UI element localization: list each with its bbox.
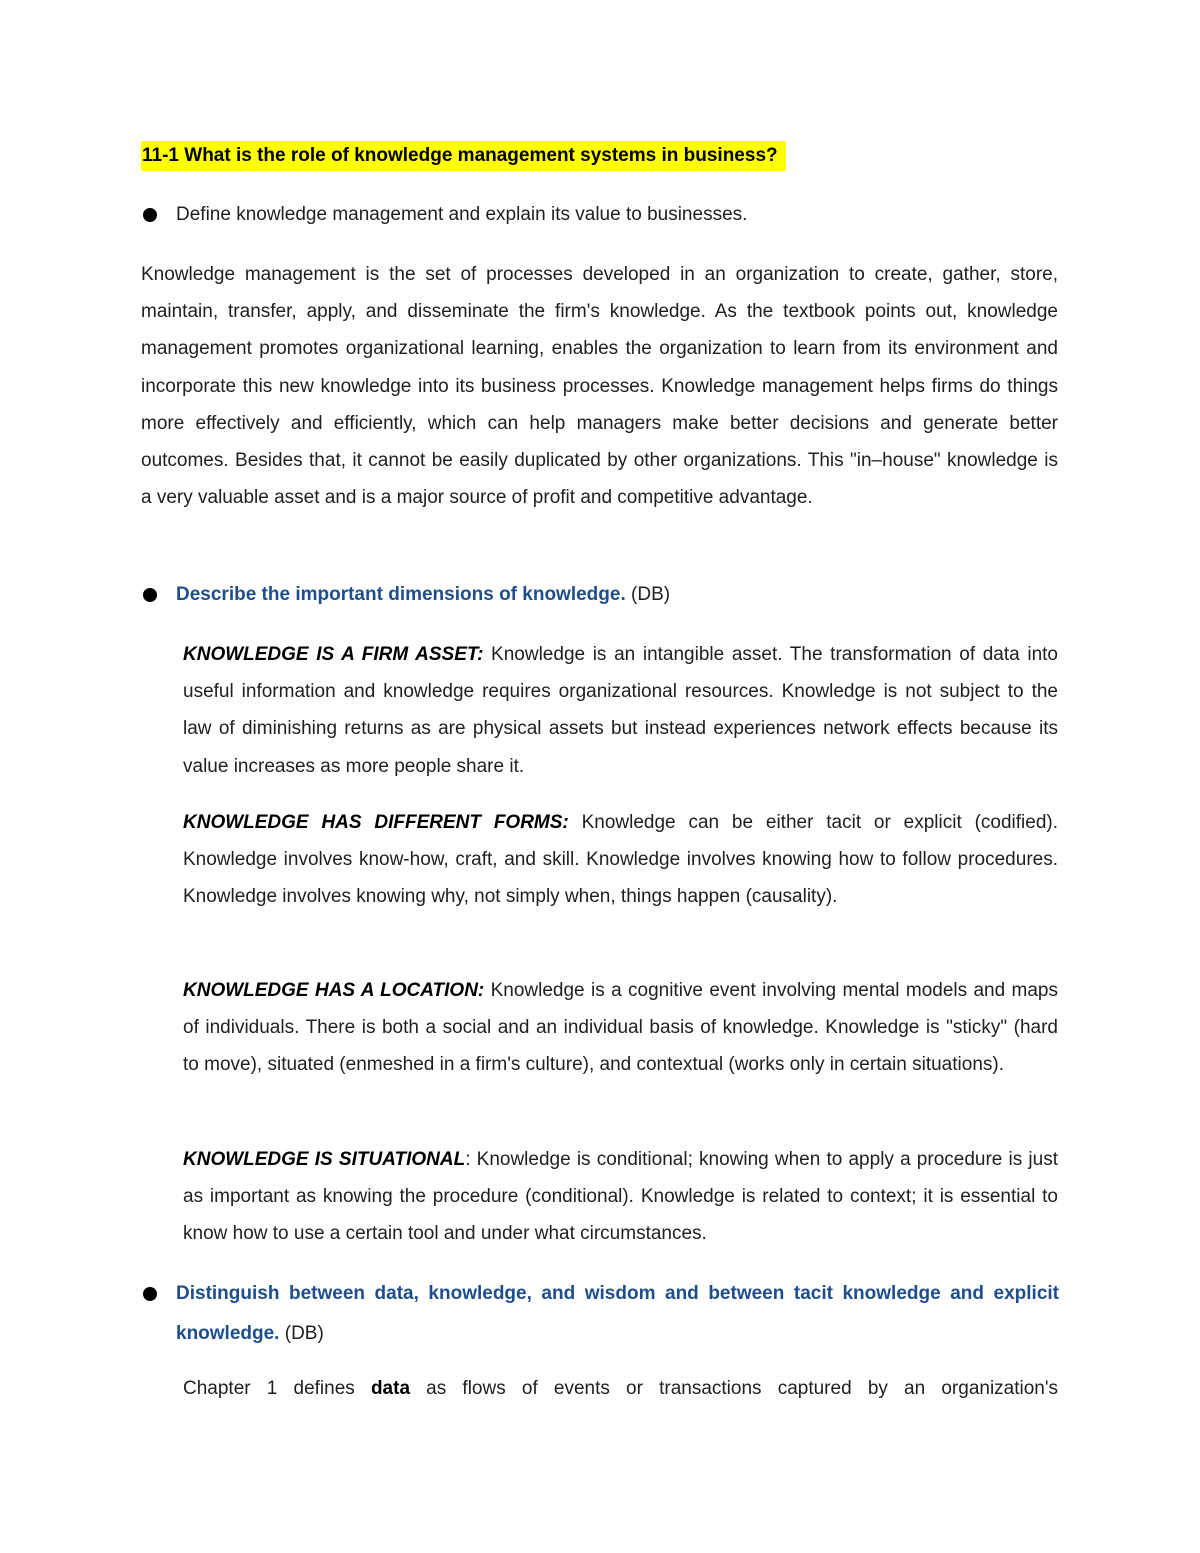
- chapter-text-after: as flows of events or transactions captured by an organization's: [410, 1378, 1058, 1399]
- dimension-term: KNOWLEDGE HAS DIFFERENT FORMS:: [183, 812, 569, 833]
- chapter-text-before: Chapter 1 defines: [183, 1378, 371, 1399]
- section-heading: 11-1 What is the role of knowledge management systems in business?: [141, 141, 786, 171]
- bullet-title: Distinguish between data, knowledge, and wisdom and between tacit knowledge and explicit knowledge.: [176, 1283, 1059, 1344]
- dimension-term: KNOWLEDGE IS SITUATIONAL: [183, 1149, 466, 1170]
- dimension-firm-asset: [183, 636, 1058, 785]
- dimension-text: Knowledge is an intangible asset. The transformation of data into useful information and knowledge requires organizational resources. Knowledge is not subject to the law of diminishing returns as are physical assets but instead experiences network effects because its value increases as more people share it.: [183, 644, 1058, 777]
- dimension-different-forms: [183, 804, 1058, 916]
- bullet-dimensions: [141, 576, 1059, 614]
- dimension-situational: [183, 1141, 1058, 1253]
- dimension-term: KNOWLEDGE IS A FIRM ASSET:: [183, 644, 484, 665]
- dimension-text: Knowledge can be either tacit or explicit (codified). Knowledge involves know-how, craft, and skill. Knowledge involves knowing how to follow procedures. Knowledge involves knowing why, not simply when, things happen (causality).: [183, 812, 1058, 908]
- dimension-term: KNOWLEDGE HAS A LOCATION:: [183, 980, 485, 1001]
- chapter-definition-line: [183, 1370, 1058, 1407]
- bullet-define-km: [141, 196, 1059, 234]
- bullet-data-knowledge-wisdom: [141, 1274, 1059, 1352]
- bullet-suffix: (DB): [625, 584, 671, 605]
- bullet-text: [176, 576, 1059, 614]
- bullet-text: Define knowledge management and explain its value to businesses.: [176, 204, 748, 225]
- bullet-icon: [143, 208, 157, 222]
- data-term: data: [370, 1378, 411, 1399]
- dimension-text: : Knowledge is conditional; knowing when to apply a procedure is just as important as knowing the procedure (conditional). Knowledge is related to context; it is essential to know how to use a certain tool and under what circumstances.: [183, 1149, 1058, 1245]
- bullet-icon: [143, 1287, 157, 1301]
- bullet-suffix: (DB): [279, 1323, 324, 1344]
- bullet-title: Describe the important dimensions of knowledge.: [176, 584, 626, 605]
- dimension-text: Knowledge is a cognitive event involving mental models and maps of individuals. There is both a social and an individual basis of knowledge. Knowledge is "sticky" (hard to move), situated (enmeshed in a firm's culture), and contextual (works only in certain situations).: [183, 980, 1058, 1076]
- km-definition-paragraph: Knowledge management is the set of processes developed in an organization to create, gather, store, maintain, transfer, apply, and disseminate the firm's knowledge. As the textbook points out, knowledge management promotes organizational learning, enables the organization to learn from its environment and incorporate this new knowledge into its business processes. Knowledge management helps firms do things more effectively and efficiently, which can help managers make better decisions and generate better outcomes. Besides that, it cannot be easily duplicated by other organizations. This "in–house" knowledge is a very valuable asset and is a major source of profit and competitive advantage.: [141, 264, 1058, 509]
- bullet-text: [176, 1274, 1059, 1354]
- dimension-location: [183, 972, 1058, 1084]
- bullet-icon: [143, 588, 157, 602]
